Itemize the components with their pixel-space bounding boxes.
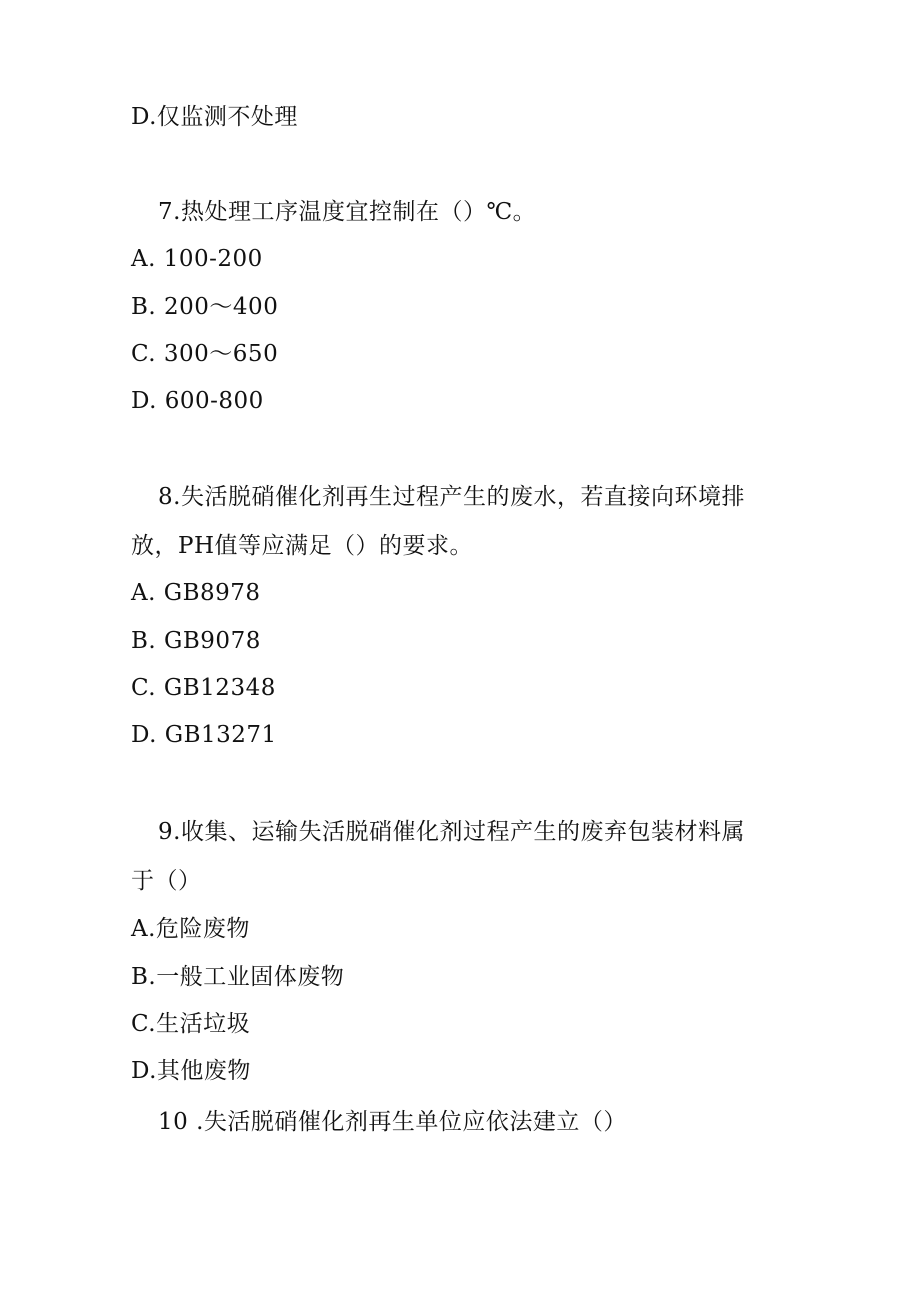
q7-option-d: D. 600-800 [131, 388, 264, 414]
q7-title: 7.热处理工序温度宜控制在（）℃。 [158, 199, 537, 225]
q8-option-b: B. GB9078 [131, 628, 261, 654]
q9-option-c: C.生活垃圾 [131, 1011, 251, 1037]
q9-option-b: B.一般工业固体废物 [131, 964, 345, 990]
q8-title: 8.失活脱硝催化剂再生过程产生的废水，若直接向环境排 [158, 484, 745, 510]
q9-option-d: D.其他废物 [131, 1058, 251, 1084]
q7-option-c: C. 300～650 [131, 341, 279, 367]
q8-option-a: A. GB8978 [131, 580, 261, 606]
q10-title: 10 .失活脱硝催化剂再生单位应依法建立（） [158, 1109, 627, 1135]
q7-option-b: B. 200～400 [131, 294, 279, 320]
q9-title: 9.收集、运输失活脱硝催化剂过程产生的废弃包装材料属 [158, 819, 745, 845]
q7-option-a: A. 100-200 [131, 246, 263, 272]
q6-option-d: D.仅监测不处理 [131, 104, 298, 130]
q9-title-continuation: 于（） [131, 868, 202, 894]
q8-option-c: C. GB12348 [131, 675, 276, 701]
q8-option-d: D. GB13271 [131, 722, 277, 748]
q8-title-continuation: 放，PH值等应满足（）的要求。 [131, 533, 474, 559]
q9-option-a: A.危险废物 [131, 916, 250, 942]
